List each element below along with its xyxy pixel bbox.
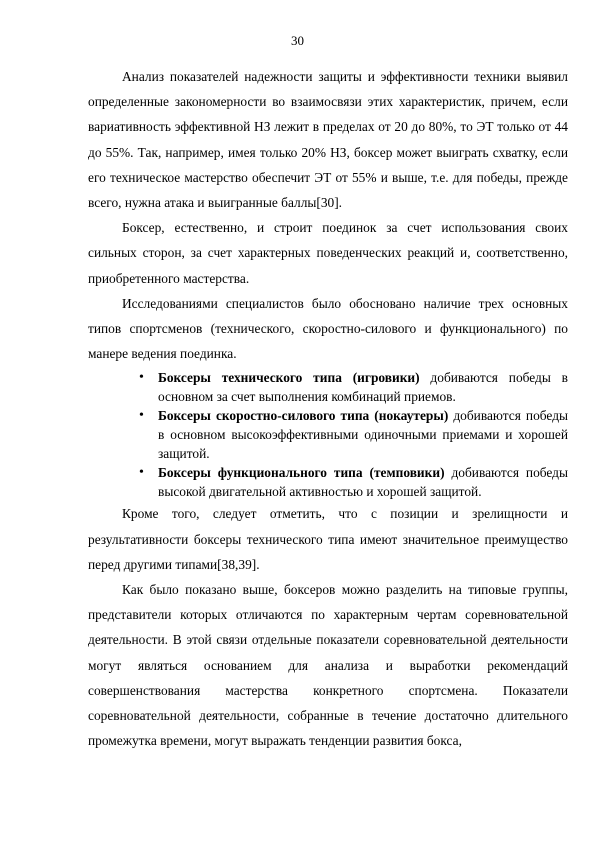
boxer-types-list	[88, 368, 568, 501]
page-number: 30	[291, 33, 304, 48]
paragraph-competitive-indicators: Как было показано выше, боксеров можно разделить на типовые группы, представители которых отличаются по характерным чертам соревновательной деятельности. В этой связи отдельные показатели соревновательной деятельности могут являться основанием для анализа и выработки рекомендаций совершенствования мастерства конкретного спортсмена. Показатели соревновательной деятельности, собранные в течение достаточно длительного промежутка времени, могут выражать тенденции развития бокса,	[88, 582, 568, 749]
bullet-icon: •	[139, 408, 144, 424]
list-item-text: добиваются победы высокой двигательной активностью и хорошей защитой.	[158, 465, 568, 500]
list-item-term: Боксеры функционального типа (темповики)	[158, 465, 445, 481]
list-item-speed-power-type	[139, 406, 568, 463]
paragraph-analysis: Анализ показателей надежности защиты и эффективности техники выявил определенные закономерности во взаимосвязи этих характеристик, причем, если вариативность эффективной НЗ лежит в пределах от 20 до 80%, то ЭТ только от 44 до 55%. Так, например, имея только 20% НЗ, боксер может выиграть схватку, если его техническое мастерство обеспечит ЭТ от 55% и выше, т.е. для победы, прежде всего, нужна атака и выигранные баллы[30].	[88, 69, 568, 211]
list-item-term: Боксеры скоростно-силового типа (нокаутеры)	[158, 408, 449, 424]
bullet-icon: •	[139, 465, 144, 481]
list-item-text: добиваются победы в основном за счет выполнения комбинаций приемов.	[158, 370, 568, 405]
bullet-icon: •	[139, 370, 144, 386]
paragraph-boxer-strategy: Боксер, естественно, и строит поединок за счет использования своих сильных сторон, за счет характерных поведенческих реакций и, соответственно, приобретенного мастерства.	[88, 220, 568, 286]
page-body	[88, 64, 568, 753]
paragraph-technical-advantage: Кроме того, следует отметить, что с позиции и зрелищности и результативности боксеры технического типа имеют значительное преимущество перед другими типами[38,39].	[88, 506, 568, 572]
list-item-functional-type	[139, 463, 568, 501]
paragraph-boxer-types-intro: Исследованиями специалистов было обосновано наличие трех основных типов спортсменов (технического, скоростно-силового и функционального) по манере ведения поединка.	[88, 295, 568, 362]
list-item-technical-type	[139, 368, 568, 406]
list-item-term: Боксеры технического типа (игровики)	[158, 370, 420, 386]
list-item-text: добиваются победы в основном высокоэффективными одиночными приемами и хорошей защитой.	[158, 408, 569, 462]
